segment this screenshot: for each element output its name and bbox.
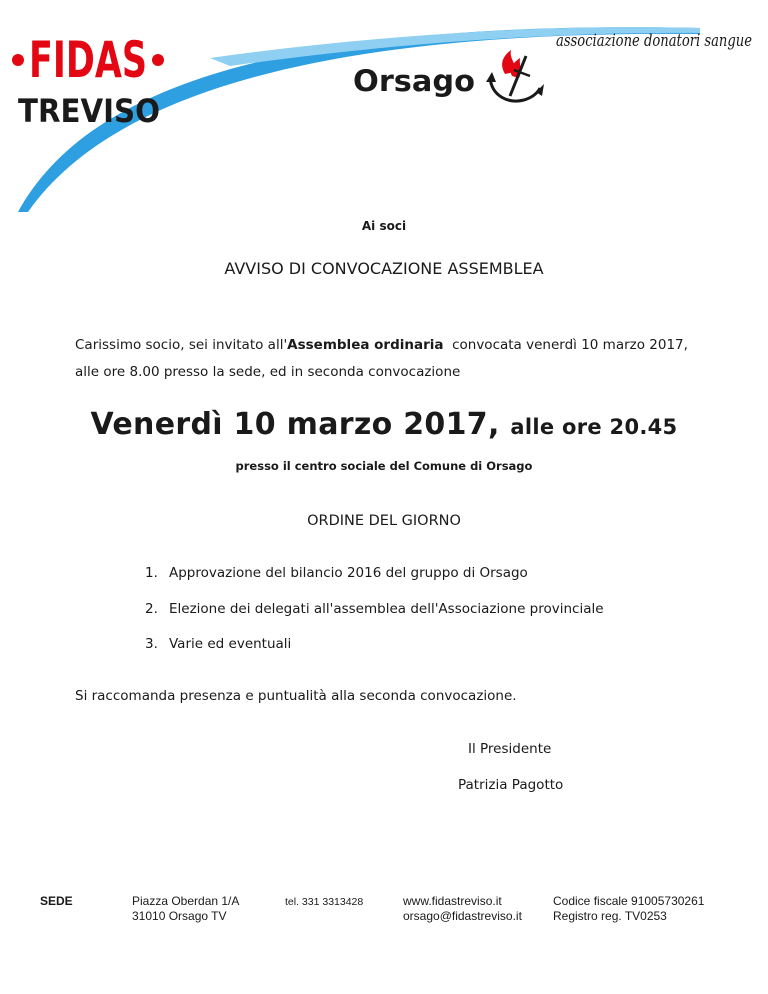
agenda-title: ORDINE DEL GIORNO (307, 513, 461, 529)
meeting-time: alle ore 20.45 (510, 415, 678, 439)
footer-website: www.fidastreviso.it (403, 894, 502, 908)
intro-bold: Assemblea ordinaria (287, 337, 444, 353)
header-graphic (0, 0, 768, 215)
recipient: Ai soci (361, 219, 407, 233)
closing-note: Si raccomanda presenza e puntualità alla seconda convocazione. (75, 688, 517, 704)
footer-address-line1: Piazza Oberdan 1/A (132, 894, 240, 908)
agenda-item (145, 601, 604, 637)
meeting-date-main: Venerdì 10 marzo 2017, (90, 407, 500, 442)
footer-phone: tel. 331 3313428 (285, 896, 364, 908)
footer-registry: Registro reg. TV0253 (553, 909, 667, 923)
page-title: AVVISO DI CONVOCAZIONE ASSEMBLEA (224, 259, 544, 278)
footer-email: orsago@fidastreviso.it (403, 909, 522, 923)
footer-address-line2: 31010 Orsago TV (132, 909, 227, 923)
agenda-item-number: 2. (145, 600, 158, 617)
logo-fidas: FIDAS (29, 31, 147, 89)
agenda-item-number: 3. (145, 636, 158, 652)
footer-registry-info (553, 894, 704, 924)
footer-contacts (403, 894, 522, 924)
footer-fiscal-code: Codice fiscale 91005730261 (553, 894, 705, 908)
agenda-item-text: Elezione dei delegati all'assemblea dell'Associazione provinciale (169, 600, 604, 617)
signature-role: Il Presidente (468, 741, 552, 757)
agenda-item (145, 565, 604, 601)
logo-dot-right (152, 54, 164, 66)
intro-suffix: convocata venerdì 10 marzo 2017, (443, 337, 688, 353)
footer-address (132, 894, 239, 924)
tagline: associazione donatori sangue (556, 31, 752, 51)
intro-paragraph-line1 (75, 337, 688, 353)
section-name: Orsago (353, 64, 475, 98)
agenda-item-text: Approvazione del bilancio 2016 del gruppo di Orsago (169, 565, 528, 581)
logo-dot-left (12, 54, 24, 66)
intro-paragraph-line2: alle ore 8.00 presso la sede, ed in seconda convocazione (75, 364, 461, 380)
agenda-item (145, 636, 604, 672)
signature-name: Patrizia Pagotto (458, 777, 564, 793)
anchor-flame-icon (486, 50, 544, 101)
meeting-date (0, 407, 768, 442)
agenda-list (145, 565, 604, 672)
footer-label: SEDE (40, 894, 73, 908)
meeting-venue: presso il centro sociale del Comune di Orsago (235, 459, 533, 473)
agenda-item-number: 1. (145, 565, 158, 581)
agenda-item-text: Varie ed eventuali (169, 636, 292, 652)
logo-treviso: TREVISO (18, 92, 160, 130)
intro-prefix: Carissimo socio, sei invitato all' (75, 337, 288, 353)
